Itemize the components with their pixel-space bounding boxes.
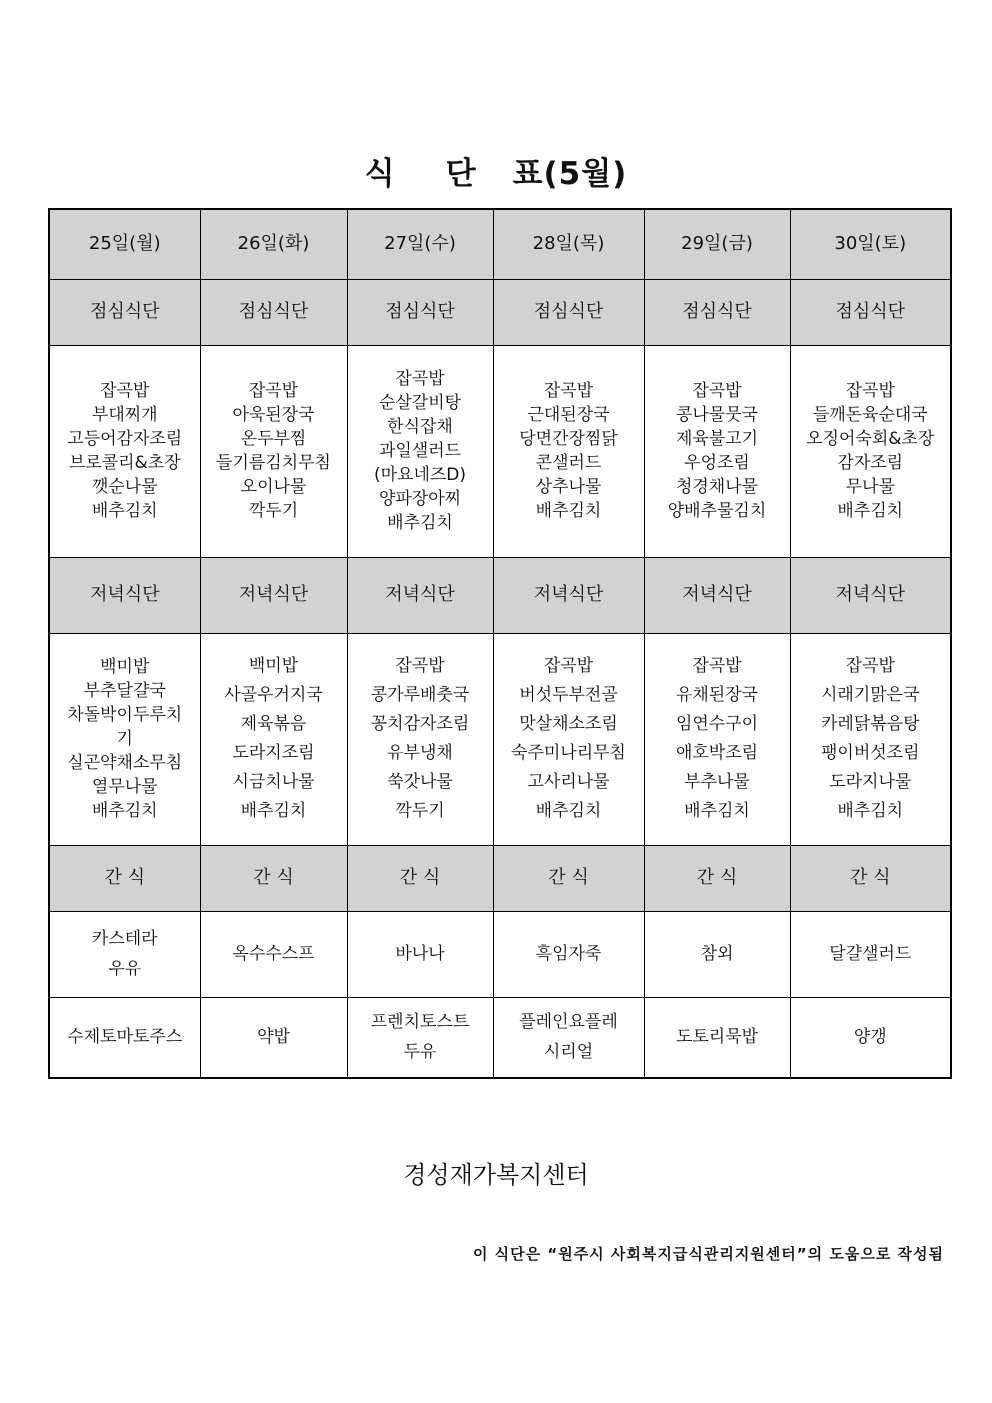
dinner-cell (49, 633, 200, 845)
dinner-cell (644, 633, 790, 845)
menu-item: 제육불고기 (675, 429, 759, 449)
menu-item: 쑥갓나물 (387, 772, 453, 792)
menu-item: 양갱 (853, 1027, 887, 1048)
snack-section-label: 간 식 (644, 845, 790, 911)
center-name: 경성재가복지센터 (403, 1161, 589, 1189)
menu-item: 배추김치 (91, 501, 158, 521)
snack-cell (493, 911, 644, 997)
menu-item: 배추김치 (240, 801, 307, 821)
menu-item: 부추나물 (684, 772, 750, 792)
menu-item: 두유 (403, 1042, 437, 1063)
menu-item: 꽁치감자조림 (370, 714, 470, 734)
lunch-cell (347, 345, 493, 557)
menu-item: 깍두기 (395, 801, 445, 821)
title-part-2: 단 (445, 156, 477, 192)
menu-item: 잡곡밥 (543, 656, 594, 676)
menu-item: 배추김치 (837, 501, 904, 521)
menu-item: 잡곡밥 (543, 381, 594, 401)
menu-item: 콩나물뭇국 (675, 405, 759, 425)
title-part-1: 식 (364, 156, 396, 192)
menu-item: 과일샐러드 (378, 441, 462, 461)
menu-item: 백미밥 (248, 656, 299, 676)
lunch-section-label: 점심식단 (347, 279, 493, 345)
snack-cell (49, 911, 200, 997)
menu-item: 부대찌개 (91, 405, 158, 425)
menu-item: 배추김치 (684, 801, 750, 821)
menu-item: 시래기맑은국 (820, 685, 920, 705)
menu-item: 무나물 (845, 477, 895, 497)
lunch-cell (49, 345, 200, 557)
menu-item: 배추김치 (837, 801, 904, 821)
day-header: 25일(월) (49, 209, 200, 279)
snack-section-label: 간 식 (790, 845, 951, 911)
lunch-section-label: 점심식단 (493, 279, 644, 345)
menu-item: 깍두기 (248, 501, 299, 521)
menu-item: 맛살채소조림 (519, 714, 618, 734)
menu-item: 콩가루배춧국 (370, 685, 470, 705)
menu-item: 양파장아찌 (378, 489, 462, 509)
menu-table (48, 208, 952, 1079)
menu-item: 아욱된장국 (232, 405, 315, 425)
menu-item: 콘샐러드 (535, 453, 602, 473)
snack-cell (790, 911, 951, 997)
menu-item: 제육볶음 (240, 714, 307, 734)
menu-item: 옥수수스프 (232, 944, 315, 964)
snack-cell (493, 997, 644, 1078)
menu-item: 잡곡밥 (395, 656, 445, 676)
menu-item: 깻순나물 (91, 477, 158, 497)
menu-item: 도라지조림 (232, 743, 315, 763)
lunch-cell (200, 345, 347, 557)
snack-cell (790, 997, 951, 1078)
snack-cell (49, 997, 200, 1078)
menu-item: 배추김치 (535, 801, 602, 821)
menu-item: 고사리나물 (527, 772, 610, 792)
dinner-section-label: 저녁식단 (790, 557, 951, 633)
snack-cell (200, 997, 347, 1078)
menu-item: 브로콜리&초장 (68, 453, 181, 473)
menu-item: 청경채나물 (675, 477, 759, 497)
menu-item: 잡곡밥 (248, 381, 299, 401)
menu-item: 프렌치토스트 (370, 1012, 470, 1033)
menu-item: 오징어숙회&초장 (806, 429, 935, 449)
menu-item: 배추김치 (387, 513, 453, 533)
menu-item: 부추달걀국 (83, 681, 166, 701)
menu-item: 상추나물 (535, 477, 602, 497)
menu-item: 임연수구이 (675, 714, 759, 734)
menu-item: 들깨돈육순대국 (812, 405, 928, 425)
menu-item: 당면간장찜닭 (519, 429, 618, 449)
day-header: 28일(목) (493, 209, 644, 279)
snack-section-label: 간 식 (493, 845, 644, 911)
menu-item: 약밥 (257, 1027, 290, 1048)
menu-item: 감자조림 (837, 453, 904, 473)
menu-item: 실곤약채소무침 (67, 753, 183, 773)
menu-item: 백미밥 (100, 657, 150, 677)
menu-item: 애호박조림 (675, 743, 759, 763)
menu-item: 기 (116, 729, 133, 749)
dinner-header-row (49, 557, 951, 633)
menu-item: 카레닭볶음탕 (820, 714, 920, 734)
dinner-section-label: 저녁식단 (347, 557, 493, 633)
menu-item: 바나나 (395, 944, 445, 964)
dinner-row (49, 633, 951, 845)
menu-item: 오이나물 (240, 477, 307, 497)
menu-item: 우유 (108, 959, 142, 979)
menu-item: 버섯두부전골 (519, 685, 618, 705)
dinner-cell (790, 633, 951, 845)
menu-item: 배추김치 (535, 501, 602, 521)
menu-item: 달걀샐러드 (829, 944, 912, 964)
dinner-cell (347, 633, 493, 845)
menu-item: 도토리묵밥 (675, 1027, 759, 1048)
snack-section-label: 간 식 (347, 845, 493, 911)
menu-item: (마요네즈D) (373, 465, 467, 485)
dinner-section-label: 저녁식단 (644, 557, 790, 633)
snack-cell (347, 997, 493, 1078)
menu-item: 근대된장국 (527, 405, 610, 425)
dinner-section-label: 저녁식단 (493, 557, 644, 633)
menu-item: 잡곡밥 (692, 381, 742, 401)
snack-cell (200, 911, 347, 997)
menu-item: 팽이버섯조림 (820, 743, 920, 763)
page-title (0, 148, 992, 193)
snack-row-1 (49, 911, 951, 997)
lunch-section-label: 점심식단 (49, 279, 200, 345)
footnote: 이 식단은 “원주시 사회복지급식관리지원센터”의 도움으로 작성됨 (472, 1245, 944, 1263)
menu-item: 시리얼 (543, 1042, 594, 1063)
menu-item: 유부냉채 (387, 743, 453, 763)
lunch-section-label: 점심식단 (644, 279, 790, 345)
snack-section-label: 간 식 (49, 845, 200, 911)
day-header: 26일(화) (200, 209, 347, 279)
menu-item: 잡곡밥 (845, 381, 895, 401)
dinner-section-label: 저녁식단 (200, 557, 347, 633)
menu-item: 한식잡채 (387, 417, 453, 437)
lunch-cell (790, 345, 951, 557)
day-header: 30일(토) (790, 209, 951, 279)
menu-item: 배추김치 (91, 801, 158, 821)
dinner-section-label: 저녁식단 (49, 557, 200, 633)
day-header: 27일(수) (347, 209, 493, 279)
menu-item: 사골우거지국 (224, 685, 323, 705)
menu-item: 흑임자죽 (535, 944, 602, 964)
snack-cell (347, 911, 493, 997)
menu-item: 고등어감자조림 (67, 429, 183, 449)
menu-item: 참외 (700, 944, 734, 964)
menu-item: 열무나물 (91, 777, 158, 797)
menu-item: 수제토마토주스 (67, 1027, 183, 1048)
lunch-cell (644, 345, 790, 557)
menu-item: 잡곡밥 (845, 656, 895, 676)
menu-item: 차돌박이두루치 (67, 705, 183, 725)
lunch-section-label: 점심식단 (790, 279, 951, 345)
menu-item: 유채된장국 (675, 685, 759, 705)
menu-item: 시금치나물 (232, 772, 315, 792)
menu-item: 잡곡밥 (100, 381, 150, 401)
lunch-header-row (49, 279, 951, 345)
date-header-row (49, 209, 951, 279)
snack-header-row (49, 845, 951, 911)
lunch-cell (493, 345, 644, 557)
dinner-cell (200, 633, 347, 845)
menu-item: 플레인요플레 (519, 1012, 618, 1033)
lunch-row (49, 345, 951, 557)
snack-section-label: 간 식 (200, 845, 347, 911)
menu-item: 숙주미나리무침 (511, 743, 626, 763)
menu-item: 순살갈비탕 (378, 393, 462, 413)
snack-cell (644, 997, 790, 1078)
menu-item: 도라지나물 (829, 772, 912, 792)
menu-item: 잡곡밥 (395, 369, 445, 389)
snack-row-2 (49, 997, 951, 1078)
dinner-cell (493, 633, 644, 845)
menu-item: 양배추물김치 (667, 501, 767, 521)
day-header: 29일(금) (644, 209, 790, 279)
menu-item: 온두부찜 (240, 429, 307, 449)
menu-item: 들기름김치무침 (216, 453, 331, 473)
snack-cell (644, 911, 790, 997)
menu-item: 우엉조림 (684, 453, 750, 473)
menu-item: 잡곡밥 (692, 656, 742, 676)
menu-item: 카스테라 (91, 929, 158, 949)
lunch-section-label: 점심식단 (200, 279, 347, 345)
title-part-3: 표(5월) (512, 156, 628, 192)
